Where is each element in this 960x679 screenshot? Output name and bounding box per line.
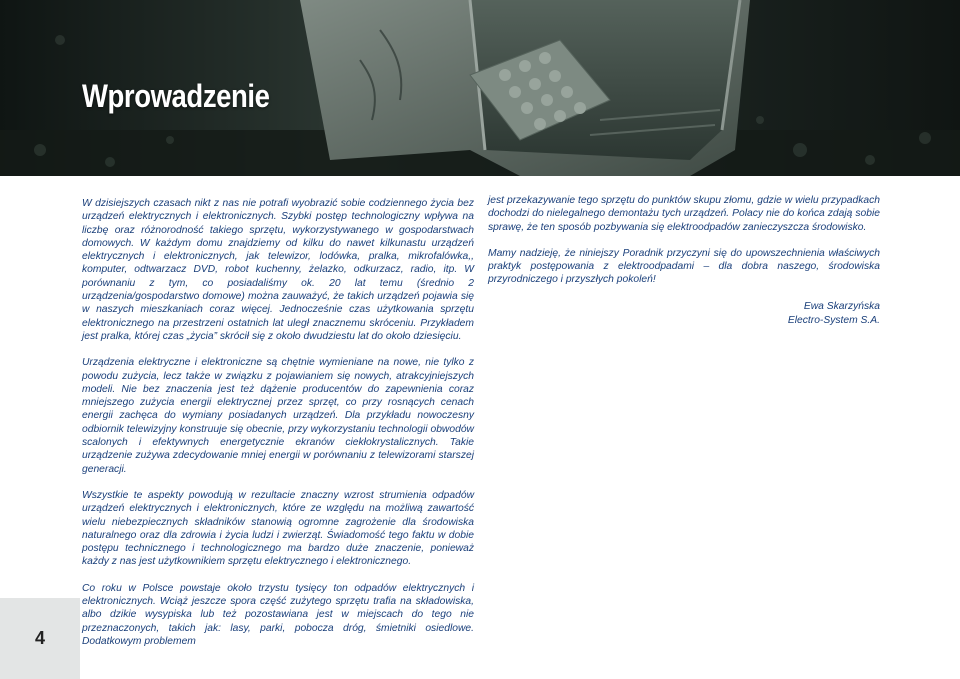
paragraph: Urządzenia elektryczne i elektroniczne są chętnie wymieniane na nowe, nie tylko z powodu zużycia, lecz także w związku z pojawianiem się nowych, atrakcyjniejszych modeli. Nie bez znaczenia jest też dążenie producentów do zapewnienia coraz mniejszego zużycia energii elektrycznej przez sprzęt, co przy rosnących cenach energii zachęca do wymiany posiadanych urządzeń. Dla przykładu nowoczesny odbiornik telewizyjny konstruuje się obecnie, przy wykorzystaniu technologii obwodów scalonych i efektywnych energetycznie ekranów ciekłokrystalicznych. Takie urządzenie zużywa zdecydowanie mniej energii w porównaniu z telewizorami starszej generacji. xyxy=(82,357,474,475)
paragraph: Co roku w Polsce powstaje około trzystu tysięcy ton odpadów elektrycznych i elektronicznych. Wciąż jeszcze spora część zużytego sprzętu trafia na składowiska, albo dzikie wysypiska lub też pozostawiana jest w miejscach do tego nie przeznaczonych, takich jak: lasy, parki, pobocza dróg, śmietniki osiedlowe. Dodatkowym problemem xyxy=(82,582,474,647)
paragraph: jest przekazywanie tego sprzętu do punktów skupu złomu, gdzie w wielu przypadkach dochodzi do nielegalnego demontażu tych urządzeń. Polacy nie do końca zdają sobie sprawę, że ten sposób pozbywania się elektroodpadów zanieczyszcza środowisko. xyxy=(488,195,880,233)
paragraph: Wszystkie te aspekty powodują w rezultacie znaczny wzrost strumienia odpadów urządzeń elektrycznych i elektronicznych, które ze względu na możliwą zawartość wielu niebezpiecznych składników stanowią ogromne zagrożenie dla środowiska naturalnego oraz dla zdrowia i życia ludzi i zwierząt. Świadomość tego faktu w dobie postępu technicznego i technologicznego ma bardzo duże znaczenie, ponieważ każdy z nas jest użytkownikiem sprzętu elektrycznego i elektronicznego. xyxy=(82,489,474,568)
page-number: 4 xyxy=(34,628,45,648)
paragraph: Mamy nadzieję, że niniejszy Poradnik przyczyni się do upowszechnienia właściwych praktyk postępowania z elektroodpadami – dla dobra naszego, środowiska przyrodniczego i przyszłych pokoleń! xyxy=(488,247,880,286)
signature xyxy=(488,300,880,328)
signature-name: Ewa Skarzyńska xyxy=(803,300,880,312)
left-text-column xyxy=(82,197,474,661)
right-text-column xyxy=(488,194,880,328)
page-title: Wprowadzenie xyxy=(82,78,270,114)
signature-company: Electro-System S.A. xyxy=(787,314,880,326)
paragraph: W dzisiejszych czasach nikt z nas nie potrafi wyobrazić sobie codziennego życia bez urządzeń elektrycznych i elektronicznych. Szybki postęp technologiczny wpływa na liczbę oraz różnorodność takiego sprzętu, wykorzystywanego w gospodarstwach domowych. W każdym domu znajdziemy od kilku do nawet kilkunastu urządzeń elektrycznych i elektronicznych, jak telewizor, lodówka, pralka, mikrofalówka,, komputer, odtwarzacz DVD, robot kuchenny, żelazko, odkurzacz, radio, itp. W porównaniu z tym, co posiadaliśmy ok. 20 lat temu (średnio 2 urządzenia/gospodarstwo domowe) można zauważyć, że takich urządzeń pojawia się w naszych mieszkaniach coraz więcej. Jednocześnie czas użytkowania sprzętu elektronicznego na przestrzeni ostatnich lat uległ znacznemu skróceniu. Przykładem jest pralka, której czas „życia” skrócił się z około dwudziestu lat do około dziesięciu. xyxy=(82,198,474,342)
